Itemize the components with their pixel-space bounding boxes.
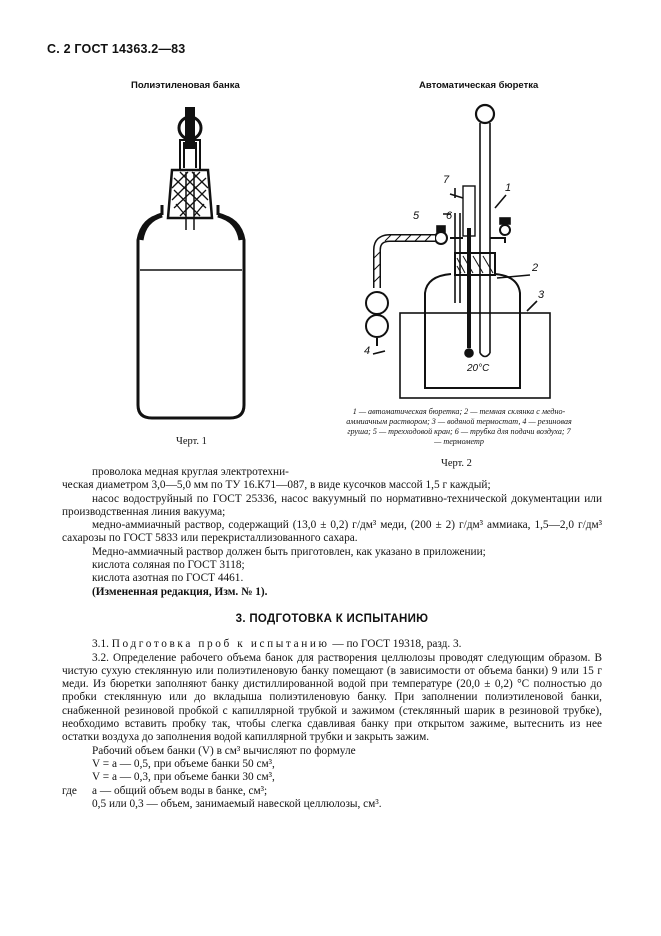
polyethylene-jar-drawing (120, 100, 270, 430)
callout-6: 6 (446, 210, 453, 222)
amendment-note: (Измененная редакция, Изм. № 1). (92, 585, 268, 598)
callout-4: 4 (364, 345, 371, 357)
formula-line: V = a — 0,3, при объеме банки 30 см³, (92, 771, 275, 784)
figure1-title: Полиэтиленовая банка (131, 80, 240, 91)
callout-3: 3 (538, 289, 545, 301)
figure2-caption: Черт. 2 (441, 458, 472, 469)
figure2-legend: 1 — автоматическая бюретка; 2 — темная склянка с медно-аммиачным раствором; 3 — водяной термостат, 4 — резиновая груша; 5 — трехходовой кран; 6 — трубка для подачи воздуха; 7 — термометр (346, 407, 572, 446)
where-line (62, 785, 602, 798)
paragraph: 0,5 или 0,3 — объем, занимаемый навеской целлюлозы, см³. (92, 797, 382, 810)
where-label: где (62, 784, 77, 797)
callout-7: 7 (443, 174, 450, 186)
paragraph-3-2: 3.2. Определение рабочего объема банок для растворения целлюлозы проводят следующим образом. В чистую сухую стеклянную или полиэтиленовую банку помещают (в зависимости от объема банки) 9 или 15 г меди. Из бюретки заполняют банку дистиллированной водой при температуре (20,0 ± 0,2) °С полностью до пробки стеклянную или до вкладыша полиэтиленовую банку. При заполнении полиэтиленовой банки, снабженной резиновой пробкой с капиллярной трубкой и зажимом (стеклянный шарик в резиновой трубке), необходимо вставить пробку так, чтобы слегка сдавливая банку при открытом зажиме, вытеснить из нее остатки воздуха до заполнения водой капиллярной трубки и закрыть зажим. (62, 651, 602, 744)
paragraph: Медно-аммиачный раствор должен быть приготовлен, как указано в приложении; (92, 545, 486, 558)
paragraph: кислота соляная по ГОСТ 3118; (92, 559, 245, 572)
automatic-burette-drawing (355, 98, 565, 403)
temperature-label: 20°C (467, 363, 490, 374)
paragraph: медно-аммиачный раствор, содержащий (13,0 ± 0,2) г/дм³ меди, (200 ± 2) г/дм³ аммиака, 1,5—2,0 г/дм³ сахарозы по ГОСТ 5833 или перекристаллизованного сахара. (62, 519, 602, 545)
body-text (62, 466, 602, 811)
callout-1: 1 (505, 182, 512, 194)
formula-line: V = a — 0,5, при объеме банки 50 см³, (92, 757, 275, 770)
section-heading: 3. ПОДГОТОВКА К ИСПЫТАНИЮ (235, 612, 429, 625)
figure2-title: Автоматическая бюретка (419, 80, 539, 91)
callout-5: 5 (413, 210, 420, 222)
paragraph-3-1 (62, 638, 602, 651)
where-text: a — общий объем воды в банке, см³; (92, 784, 268, 797)
clause-title-spaced: Подготовка проб к испытанию (111, 638, 330, 651)
clause-number: 3.1. (92, 638, 109, 651)
formula-intro: Рабочий объем банки (V) в см³ вычисляют по формуле (92, 744, 356, 757)
paragraph: проволока медная круглая электротехни- (92, 466, 289, 478)
paragraph: кислота азотная по ГОСТ 4461. (92, 572, 244, 585)
paragraph: ческая диаметром 3,0—5,0 мм по ТУ 16.К71—087, в виде кусочков массой 1,5 г каждый; (62, 479, 491, 492)
page-header: С. 2 ГОСТ 14363.2—83 (47, 42, 186, 56)
figure1-caption: Черт. 1 (176, 436, 207, 447)
paragraph: насос водоструйный по ГОСТ 25336, насос вакуумный по нормативно-технической документации или производственная линия вакуума; (62, 492, 602, 518)
clause-text: — по ГОСТ 19318, разд. 3. (329, 638, 462, 651)
callout-2: 2 (532, 262, 539, 274)
